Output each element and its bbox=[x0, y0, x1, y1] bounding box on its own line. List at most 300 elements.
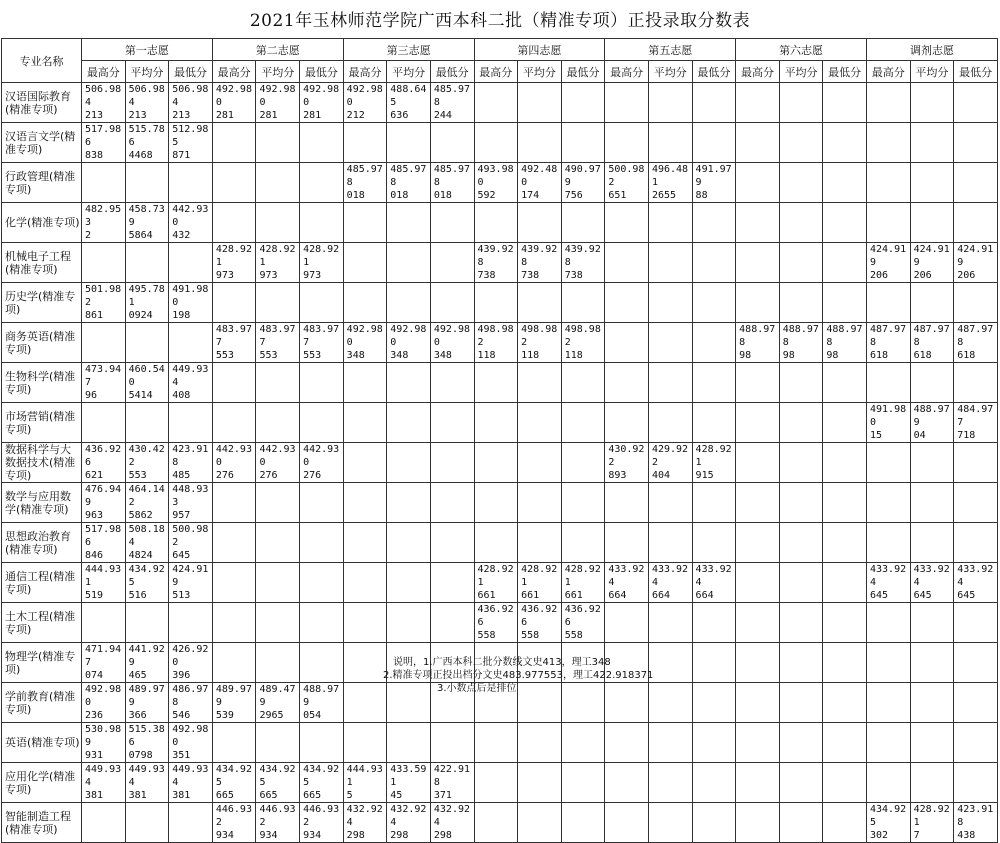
score-cell bbox=[605, 243, 649, 283]
score-cell: 433.924 664 bbox=[605, 563, 649, 603]
score-cell: 424.919 206 bbox=[866, 243, 910, 283]
score-cell: 434.925 516 bbox=[125, 563, 169, 603]
score-cell bbox=[82, 243, 126, 283]
score-cell bbox=[343, 363, 387, 403]
score-cell bbox=[561, 803, 605, 843]
score-cell bbox=[561, 123, 605, 163]
score-cell bbox=[823, 803, 867, 843]
score-cell bbox=[692, 483, 736, 523]
major-name-cell: 生物科学(精准专项) bbox=[2, 363, 82, 403]
score-cell bbox=[779, 403, 823, 443]
score-cell: 464.142 5862 bbox=[125, 483, 169, 523]
group-header: 第五志愿 bbox=[605, 39, 736, 61]
score-cell bbox=[605, 403, 649, 443]
score-cell bbox=[474, 283, 518, 323]
score-cell: 500.982 651 bbox=[605, 163, 649, 203]
score-cell bbox=[387, 283, 431, 323]
score-cell: 446.932 934 bbox=[256, 803, 300, 843]
column-header-max: 最高分 bbox=[474, 61, 518, 83]
score-cell: 471.947 074 bbox=[82, 643, 126, 683]
score-cell bbox=[430, 123, 474, 163]
score-cell bbox=[518, 203, 562, 243]
major-name-cell: 通信工程(精准专项) bbox=[2, 563, 82, 603]
score-cell: 488.979 054 bbox=[300, 683, 344, 723]
score-cell bbox=[866, 363, 910, 403]
major-name-cell: 智能制造工程(精准专项) bbox=[2, 803, 82, 843]
table-row bbox=[2, 83, 998, 123]
score-cell bbox=[823, 683, 867, 723]
score-cell bbox=[82, 803, 126, 843]
score-cell bbox=[866, 163, 910, 203]
score-cell bbox=[736, 563, 780, 603]
score-cell bbox=[954, 643, 998, 683]
score-cell bbox=[430, 203, 474, 243]
score-cell bbox=[300, 123, 344, 163]
score-cell bbox=[779, 443, 823, 483]
score-cell bbox=[823, 523, 867, 563]
score-cell: 460.540 5414 bbox=[125, 363, 169, 403]
score-cell bbox=[474, 723, 518, 763]
column-header-min: 最低分 bbox=[954, 61, 998, 83]
score-cell bbox=[736, 443, 780, 483]
score-cell: 444.931 519 bbox=[82, 563, 126, 603]
score-cell: 424.919 513 bbox=[169, 563, 213, 603]
score-cell bbox=[474, 523, 518, 563]
score-cell bbox=[343, 123, 387, 163]
score-cell: 428.921 661 bbox=[518, 563, 562, 603]
score-cell bbox=[256, 163, 300, 203]
table-row bbox=[2, 123, 998, 163]
score-cell bbox=[561, 203, 605, 243]
score-cell bbox=[779, 563, 823, 603]
table-row bbox=[2, 163, 998, 203]
score-cell bbox=[518, 363, 562, 403]
column-header-max: 最高分 bbox=[343, 61, 387, 83]
score-cell: 439.928 738 bbox=[561, 243, 605, 283]
score-cell bbox=[256, 483, 300, 523]
score-cell bbox=[300, 403, 344, 443]
score-cell bbox=[823, 723, 867, 763]
score-cell bbox=[212, 563, 256, 603]
note-line: 说明，1.广西本科二批分数线文史413，理工348 bbox=[393, 657, 611, 668]
score-cell bbox=[169, 323, 213, 363]
score-cell bbox=[474, 123, 518, 163]
score-cell bbox=[300, 563, 344, 603]
score-cell bbox=[910, 443, 954, 483]
score-cell bbox=[648, 723, 692, 763]
score-cell bbox=[823, 123, 867, 163]
score-cell: 482.953 2 bbox=[82, 203, 126, 243]
note-line: 2.精准专项正投出档分文史483.977553，理工422.918371 bbox=[383, 670, 654, 681]
score-cell bbox=[256, 523, 300, 563]
table-row bbox=[2, 603, 998, 643]
score-cell: 473.947 96 bbox=[82, 363, 126, 403]
score-cell bbox=[736, 163, 780, 203]
score-cell: 423.918 438 bbox=[954, 803, 998, 843]
score-cell bbox=[648, 83, 692, 123]
major-name-cell: 物理学(精准专项) bbox=[2, 643, 82, 683]
score-cell: 449.934 408 bbox=[169, 363, 213, 403]
score-cell: 517.986 838 bbox=[82, 123, 126, 163]
table-row bbox=[2, 363, 998, 403]
score-cell bbox=[779, 123, 823, 163]
score-cell: 491.980 15 bbox=[866, 403, 910, 443]
score-cell: 448.933 957 bbox=[169, 483, 213, 523]
table-row bbox=[2, 323, 998, 363]
score-cell bbox=[910, 523, 954, 563]
score-cell: 442.930 276 bbox=[300, 443, 344, 483]
score-cell bbox=[343, 283, 387, 323]
table-row bbox=[2, 243, 998, 283]
score-cell bbox=[779, 163, 823, 203]
score-cell: 436.926 558 bbox=[518, 603, 562, 643]
score-cell bbox=[954, 683, 998, 723]
column-header-avg: 平均分 bbox=[125, 61, 169, 83]
score-cell bbox=[954, 123, 998, 163]
score-cell: 517.986 846 bbox=[82, 523, 126, 563]
score-cell bbox=[125, 163, 169, 203]
score-cell bbox=[779, 283, 823, 323]
score-cell bbox=[212, 603, 256, 643]
score-cell bbox=[779, 203, 823, 243]
score-cell bbox=[300, 363, 344, 403]
score-cell bbox=[300, 203, 344, 243]
table-row bbox=[2, 763, 998, 803]
score-table bbox=[1, 38, 998, 843]
score-cell: 424.919 206 bbox=[954, 243, 998, 283]
score-cell: 485.978 018 bbox=[343, 163, 387, 203]
score-cell: 488.978 98 bbox=[736, 323, 780, 363]
score-cell: 488.645 636 bbox=[387, 83, 431, 123]
column-header-min: 最低分 bbox=[823, 61, 867, 83]
score-cell: 485.978 018 bbox=[430, 163, 474, 203]
score-cell: 485.978 244 bbox=[430, 83, 474, 123]
score-cell bbox=[823, 163, 867, 203]
column-header-major: 专业名称 bbox=[2, 39, 82, 83]
major-name-cell: 汉语言文学(精准专项) bbox=[2, 123, 82, 163]
score-cell bbox=[954, 443, 998, 483]
score-cell bbox=[823, 603, 867, 643]
score-cell: 492.480 174 bbox=[518, 163, 562, 203]
score-cell bbox=[518, 763, 562, 803]
score-cell bbox=[518, 123, 562, 163]
score-cell bbox=[692, 683, 736, 723]
score-cell bbox=[82, 603, 126, 643]
score-cell bbox=[343, 563, 387, 603]
score-cell bbox=[474, 363, 518, 403]
score-cell: 484.977 718 bbox=[954, 403, 998, 443]
score-cell bbox=[823, 643, 867, 683]
score-cell bbox=[605, 683, 649, 723]
score-cell bbox=[430, 603, 474, 643]
score-cell bbox=[779, 363, 823, 403]
score-cell: 530.989 931 bbox=[82, 723, 126, 763]
score-cell: 430.422 553 bbox=[125, 443, 169, 483]
score-cell bbox=[300, 523, 344, 563]
table-row bbox=[2, 483, 998, 523]
score-cell bbox=[648, 283, 692, 323]
score-cell bbox=[736, 283, 780, 323]
score-cell bbox=[125, 323, 169, 363]
score-cell bbox=[692, 723, 736, 763]
score-cell bbox=[605, 603, 649, 643]
score-cell: 428.921 973 bbox=[256, 243, 300, 283]
score-cell bbox=[343, 643, 387, 683]
column-header-max: 最高分 bbox=[82, 61, 126, 83]
score-cell bbox=[605, 763, 649, 803]
column-header-avg: 平均分 bbox=[387, 61, 431, 83]
score-cell bbox=[823, 483, 867, 523]
score-cell bbox=[343, 723, 387, 763]
score-cell bbox=[823, 403, 867, 443]
score-cell bbox=[561, 723, 605, 763]
score-cell bbox=[605, 203, 649, 243]
score-cell: 433.924 664 bbox=[648, 563, 692, 603]
score-cell bbox=[779, 83, 823, 123]
major-name-cell: 英语(精准专项) bbox=[2, 723, 82, 763]
score-cell: 476.949 963 bbox=[82, 483, 126, 523]
score-cell bbox=[561, 683, 605, 723]
score-cell bbox=[779, 683, 823, 723]
score-cell: 512.985 871 bbox=[169, 123, 213, 163]
score-cell: 487.978 618 bbox=[910, 323, 954, 363]
score-cell bbox=[954, 83, 998, 123]
score-cell bbox=[474, 763, 518, 803]
score-cell bbox=[343, 683, 387, 723]
column-header-min: 最低分 bbox=[169, 61, 213, 83]
score-cell: 483.977 553 bbox=[300, 323, 344, 363]
score-cell bbox=[256, 723, 300, 763]
table-row bbox=[2, 283, 998, 323]
score-cell bbox=[736, 723, 780, 763]
score-cell: 485.978 018 bbox=[387, 163, 431, 203]
score-cell: 428.921 661 bbox=[561, 563, 605, 603]
column-header-min: 最低分 bbox=[692, 61, 736, 83]
score-cell bbox=[866, 643, 910, 683]
score-cell bbox=[910, 163, 954, 203]
score-cell bbox=[779, 483, 823, 523]
column-header-max: 最高分 bbox=[736, 61, 780, 83]
score-cell bbox=[910, 203, 954, 243]
score-cell bbox=[474, 203, 518, 243]
score-cell bbox=[343, 603, 387, 643]
score-cell bbox=[736, 243, 780, 283]
score-cell bbox=[387, 403, 431, 443]
group-header: 第四志愿 bbox=[474, 39, 605, 61]
score-cell bbox=[82, 323, 126, 363]
score-cell: 423.918 485 bbox=[169, 443, 213, 483]
major-name-cell: 化学(精准专项) bbox=[2, 203, 82, 243]
score-cell: 434.925 665 bbox=[300, 763, 344, 803]
score-cell bbox=[648, 643, 692, 683]
score-cell bbox=[866, 203, 910, 243]
score-cell: 449.934 381 bbox=[169, 763, 213, 803]
score-cell: 498.982 118 bbox=[518, 323, 562, 363]
score-cell: 441.929 465 bbox=[125, 643, 169, 683]
score-cell bbox=[692, 603, 736, 643]
score-cell bbox=[866, 523, 910, 563]
score-cell bbox=[212, 203, 256, 243]
score-cell bbox=[518, 403, 562, 443]
score-cell: 500.982 645 bbox=[169, 523, 213, 563]
group-header: 第二志愿 bbox=[212, 39, 343, 61]
score-cell bbox=[430, 483, 474, 523]
score-cell bbox=[125, 603, 169, 643]
score-cell bbox=[212, 403, 256, 443]
score-cell bbox=[779, 763, 823, 803]
score-cell bbox=[518, 523, 562, 563]
score-cell bbox=[648, 683, 692, 723]
column-header-min: 最低分 bbox=[430, 61, 474, 83]
score-cell bbox=[561, 483, 605, 523]
score-cell: 439.928 738 bbox=[474, 243, 518, 283]
score-cell bbox=[212, 643, 256, 683]
score-cell bbox=[736, 643, 780, 683]
score-cell: 439.928 738 bbox=[518, 243, 562, 283]
major-name-cell: 数据科学与大数据技术(精准专项) bbox=[2, 443, 82, 483]
score-cell bbox=[779, 803, 823, 843]
score-cell bbox=[736, 123, 780, 163]
score-cell: 449.934 381 bbox=[82, 763, 126, 803]
score-cell bbox=[823, 443, 867, 483]
note-line: 3.小数点后是排位 bbox=[437, 683, 517, 694]
score-cell bbox=[343, 443, 387, 483]
score-cell: 492.980 281 bbox=[212, 83, 256, 123]
score-cell bbox=[387, 683, 431, 723]
score-cell: 492.980 348 bbox=[343, 323, 387, 363]
score-cell bbox=[605, 323, 649, 363]
score-cell bbox=[692, 243, 736, 283]
score-cell: 434.925 665 bbox=[212, 763, 256, 803]
sub-header-row bbox=[2, 61, 998, 83]
score-cell bbox=[605, 483, 649, 523]
score-cell: 489.979 366 bbox=[125, 683, 169, 723]
score-cell bbox=[82, 163, 126, 203]
score-cell bbox=[82, 403, 126, 443]
score-cell: 436.926 621 bbox=[82, 443, 126, 483]
score-cell bbox=[779, 243, 823, 283]
score-cell bbox=[648, 363, 692, 403]
score-cell bbox=[430, 243, 474, 283]
score-cell: 491.979 88 bbox=[692, 163, 736, 203]
score-cell bbox=[430, 523, 474, 563]
score-cell: 492.980 281 bbox=[300, 83, 344, 123]
score-cell bbox=[779, 523, 823, 563]
score-cell: 492.980 236 bbox=[82, 683, 126, 723]
score-cell: 442.930 276 bbox=[256, 443, 300, 483]
score-cell: 492.980 348 bbox=[430, 323, 474, 363]
column-header-avg: 平均分 bbox=[518, 61, 562, 83]
score-cell: 458.739 5864 bbox=[125, 203, 169, 243]
score-cell bbox=[648, 123, 692, 163]
score-cell bbox=[256, 563, 300, 603]
score-cell bbox=[212, 283, 256, 323]
major-name-cell: 行政管理(精准专项) bbox=[2, 163, 82, 203]
score-cell bbox=[736, 603, 780, 643]
score-cell bbox=[212, 363, 256, 403]
score-cell: 433.924 645 bbox=[866, 563, 910, 603]
table-row bbox=[2, 443, 998, 483]
score-cell bbox=[692, 643, 736, 683]
score-cell bbox=[605, 83, 649, 123]
score-cell bbox=[910, 723, 954, 763]
score-cell bbox=[256, 203, 300, 243]
score-cell: 428.921 915 bbox=[692, 443, 736, 483]
score-cell: 446.932 934 bbox=[300, 803, 344, 843]
score-cell: 428.921 973 bbox=[300, 243, 344, 283]
table-body bbox=[2, 83, 998, 843]
column-header-min: 最低分 bbox=[300, 61, 344, 83]
score-cell bbox=[430, 563, 474, 603]
score-cell bbox=[605, 523, 649, 563]
score-cell: 487.978 618 bbox=[866, 323, 910, 363]
column-header-max: 最高分 bbox=[212, 61, 256, 83]
score-cell bbox=[212, 163, 256, 203]
score-cell bbox=[212, 123, 256, 163]
score-cell bbox=[605, 803, 649, 843]
score-cell: 506.984 213 bbox=[82, 83, 126, 123]
score-cell: 501.982 861 bbox=[82, 283, 126, 323]
score-cell bbox=[736, 403, 780, 443]
major-name-cell: 土木工程(精准专项) bbox=[2, 603, 82, 643]
score-cell bbox=[736, 83, 780, 123]
score-cell: 498.982 118 bbox=[561, 323, 605, 363]
score-cell bbox=[910, 123, 954, 163]
score-cell bbox=[474, 83, 518, 123]
score-cell bbox=[823, 243, 867, 283]
score-cell bbox=[910, 483, 954, 523]
score-cell: 488.978 98 bbox=[823, 323, 867, 363]
score-cell bbox=[561, 763, 605, 803]
score-cell: 515.386 0798 bbox=[125, 723, 169, 763]
score-cell bbox=[648, 203, 692, 243]
page-title: 2021年玉林师范学院广西本科二批（精准专项）正投录取分数表 bbox=[249, 11, 751, 31]
table-row bbox=[2, 523, 998, 563]
score-cell bbox=[212, 483, 256, 523]
score-cell bbox=[823, 763, 867, 803]
column-header-avg: 平均分 bbox=[910, 61, 954, 83]
score-cell: 506.984 213 bbox=[169, 83, 213, 123]
score-cell bbox=[169, 803, 213, 843]
score-cell bbox=[954, 363, 998, 403]
score-cell bbox=[823, 203, 867, 243]
score-cell bbox=[692, 523, 736, 563]
score-cell: 486.978 546 bbox=[169, 683, 213, 723]
score-cell bbox=[300, 723, 344, 763]
score-cell bbox=[256, 283, 300, 323]
score-cell bbox=[954, 763, 998, 803]
score-cell: 495.781 0924 bbox=[125, 283, 169, 323]
score-cell bbox=[387, 363, 431, 403]
score-cell: 432.924 298 bbox=[343, 803, 387, 843]
score-cell bbox=[692, 323, 736, 363]
score-cell bbox=[387, 603, 431, 643]
score-cell: 506.984 213 bbox=[125, 83, 169, 123]
score-cell bbox=[954, 483, 998, 523]
score-cell bbox=[125, 243, 169, 283]
score-cell bbox=[692, 203, 736, 243]
score-cell bbox=[474, 403, 518, 443]
score-cell bbox=[866, 123, 910, 163]
score-cell: 496.481 2655 bbox=[648, 163, 692, 203]
score-cell: 483.977 553 bbox=[212, 323, 256, 363]
score-cell bbox=[692, 763, 736, 803]
score-cell bbox=[692, 363, 736, 403]
column-header-max: 最高分 bbox=[866, 61, 910, 83]
score-cell bbox=[169, 403, 213, 443]
score-cell bbox=[300, 643, 344, 683]
table-row bbox=[2, 563, 998, 603]
